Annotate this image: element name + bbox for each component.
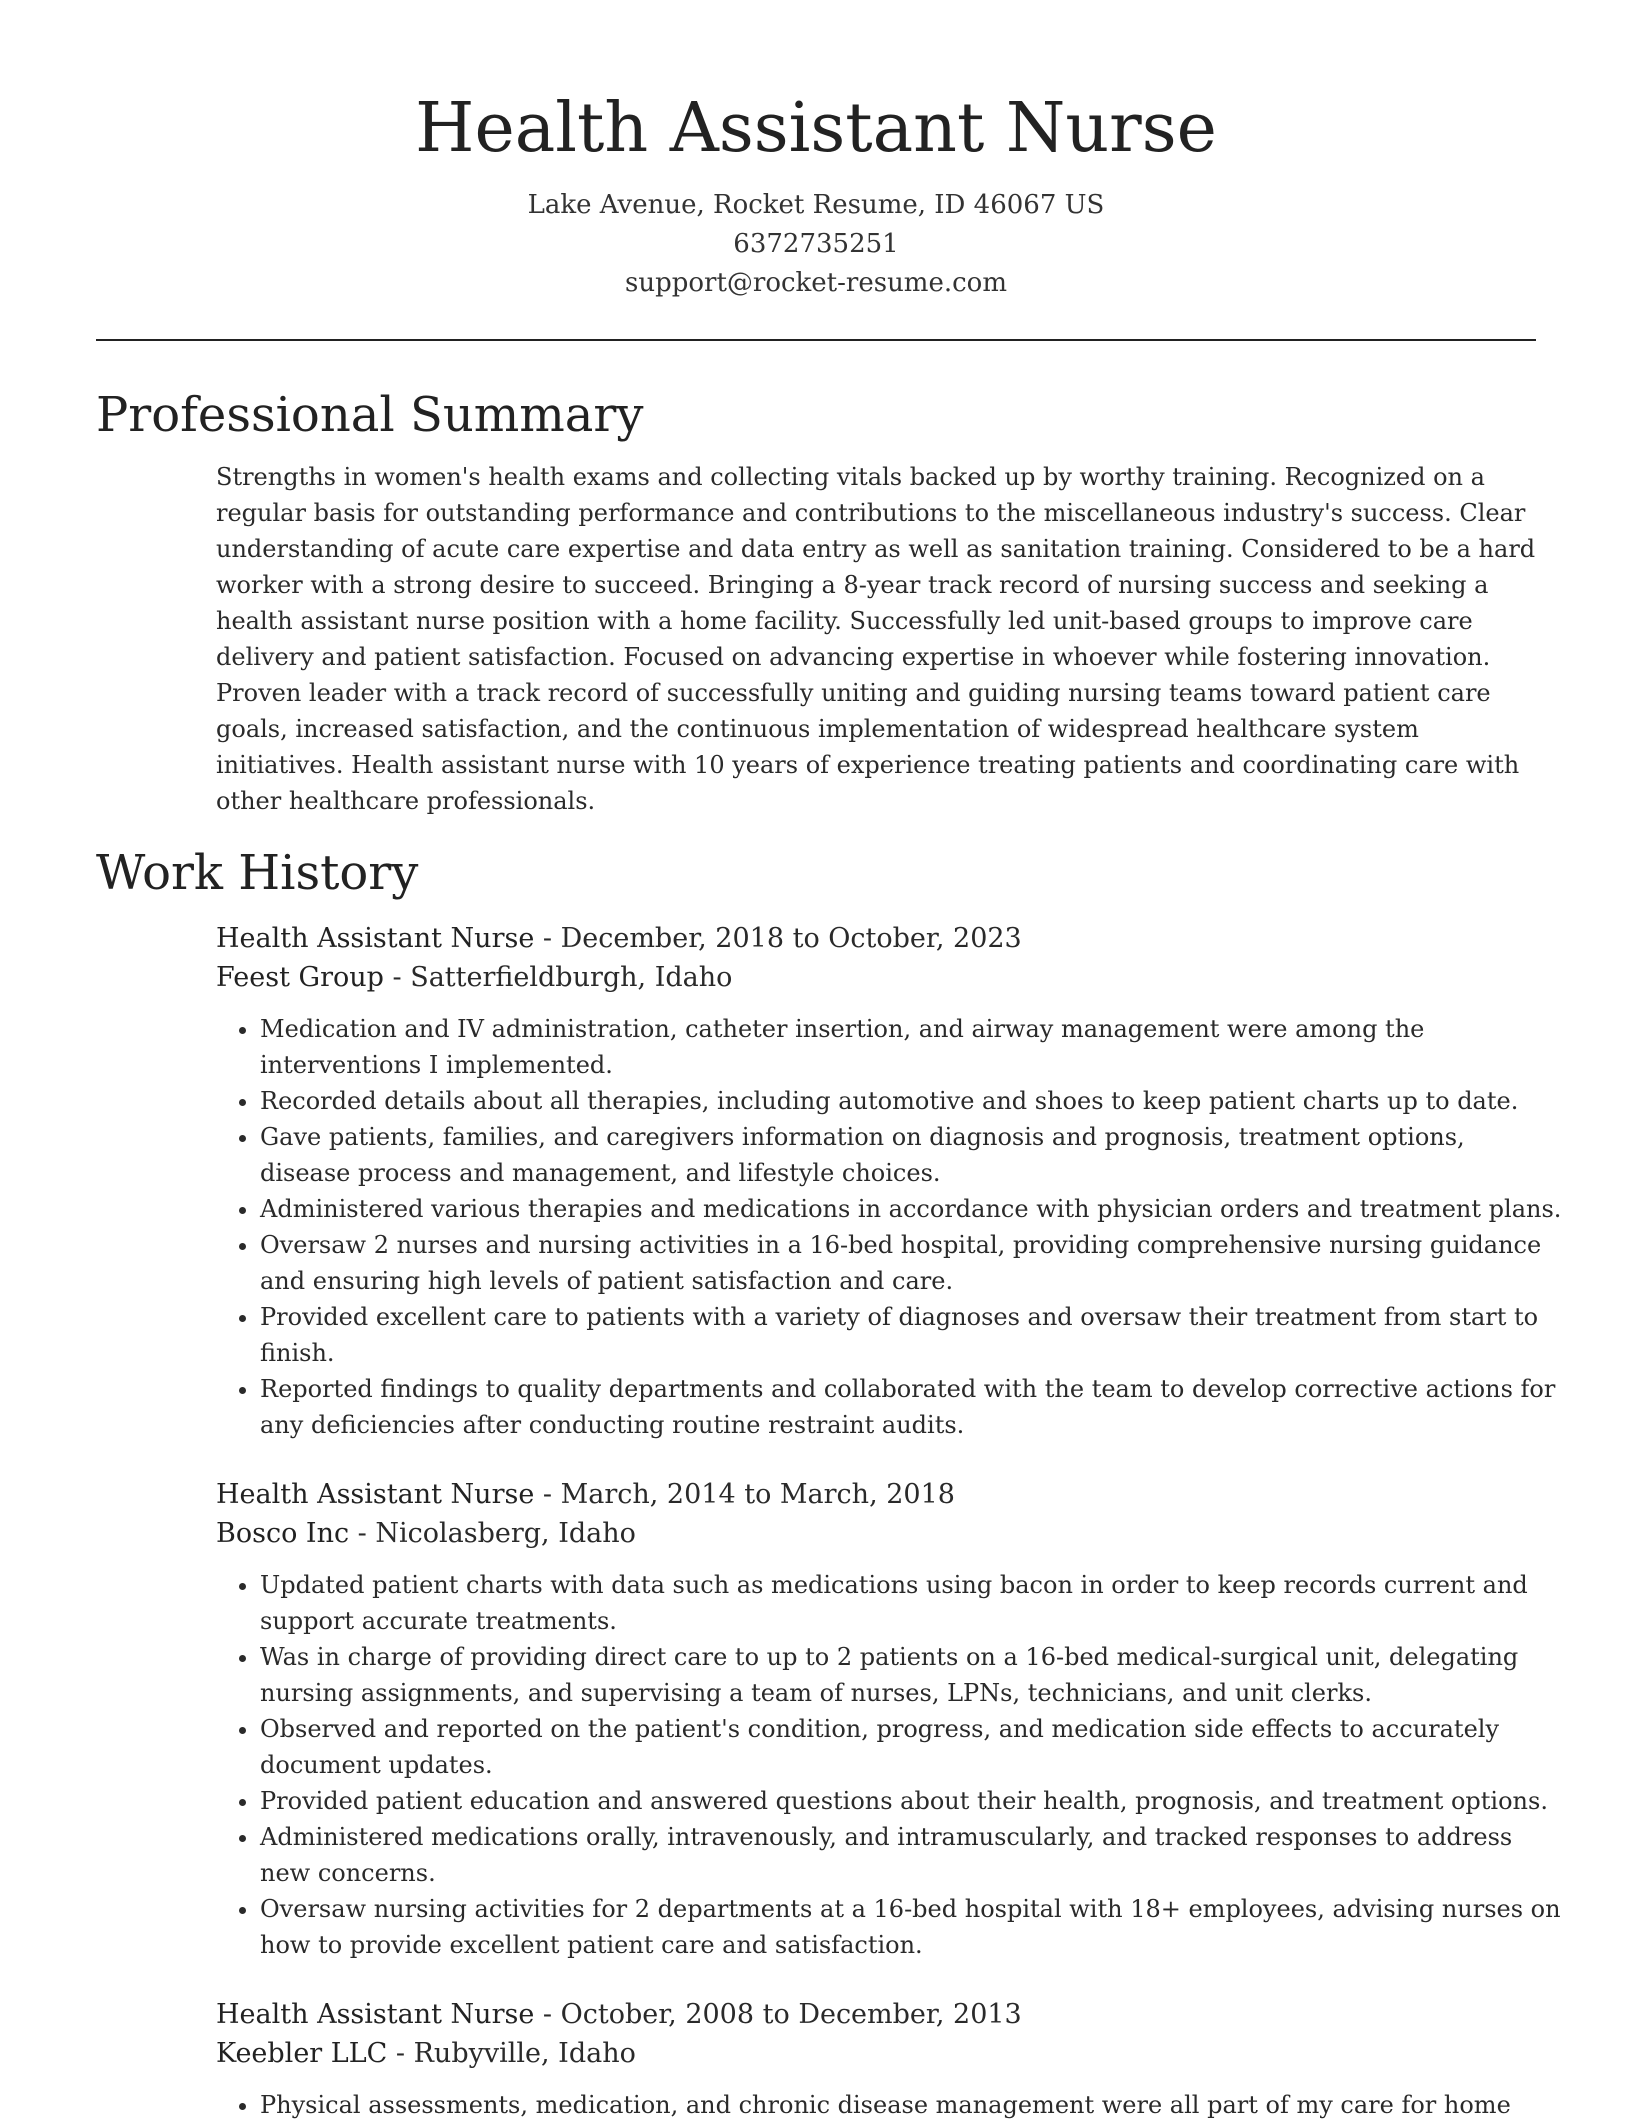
work-history-heading: Work History — [96, 845, 419, 901]
job-company: Bosco Inc — [216, 1518, 350, 1549]
job-bullet: • Updated patient charts with data such as medications using bacon in order to keep records current and support accurate treatments. — [260, 1567, 1562, 1639]
job-entry — [216, 919, 1562, 1443]
job-bullet: • Oversaw 2 nurses and nursing activities in a 16-bed hospital, providing comprehensive nursing guidance and ensuring high levels of patient satisfaction and care. — [260, 1227, 1562, 1299]
job-bullet: • Provided excellent care to patients with a variety of diagnoses and oversaw their treatment from start to finish. — [260, 1299, 1562, 1371]
header-divider — [96, 339, 1536, 341]
job-company-line — [216, 1514, 1562, 1553]
job-role: Health Assistant Nurse — [216, 1999, 535, 2030]
job-title-line — [216, 1995, 1562, 2034]
job-location: - Nicolasberg, Idaho — [349, 1518, 636, 1549]
job-bullet: • Observed and reported on the patient's condition, progress, and medication side effects to accurately document updates. — [260, 1711, 1562, 1783]
job-bullet: • Oversaw nursing activities for 2 departments at a 16-bed hospital with 18+ employees, advising nurses on how to provide excellent patient care and satisfaction. — [260, 1891, 1562, 1963]
job-bullet: • Reported findings to quality departments and collaborated with the team to develop corrective actions for any deficiencies after conducting routine restraint audits. — [260, 1371, 1562, 1443]
job-company-line — [216, 2034, 1562, 2073]
job-title-line — [216, 1475, 1562, 1514]
job-dates: - December, 2018 to October, 2023 — [534, 923, 1022, 954]
job-bullet: • Was in charge of providing direct care to up to 2 patients on a 16-bed medical-surgical unit, delegating nursing assignments, and supervising a team of nurses, LPNs, technicians, and unit clerks. — [260, 1639, 1562, 1711]
job-role: Health Assistant Nurse — [216, 923, 535, 954]
contact-email: support@rocket-resume.com — [624, 268, 1007, 298]
candidate-name: Health Assistant Nurse — [415, 89, 1217, 168]
job-role: Health Assistant Nurse — [216, 1479, 535, 1510]
job-bullet: • Provided patient education and answered questions about their health, prognosis, and treatment options. — [260, 1783, 1562, 1819]
job-company: Keebler LLC — [216, 2038, 388, 2069]
job-bullets — [216, 1567, 1562, 1963]
job-company-line — [216, 958, 1562, 997]
job-bullet: • Gave patients, families, and caregivers information on diagnosis and prognosis, treatment options, disease process and management, and lifestyle choices. — [260, 1119, 1562, 1191]
job-bullet: • Medication and IV administration, catheter insertion, and airway management were among the interventions I implemented. — [260, 1011, 1562, 1083]
job-bullet: • Recorded details about all therapies, including automotive and shoes to keep patient charts up to date. — [260, 1083, 1562, 1119]
job-title-line — [216, 919, 1562, 958]
job-bullet: • Administered various therapies and medications in accordance with physician orders and treatment plans. — [260, 1191, 1562, 1227]
job-location: - Satterfieldburgh, Idaho — [383, 962, 733, 993]
job-company: Feest Group — [216, 962, 384, 993]
job-bullets — [216, 2087, 1562, 2123]
contact-address: Lake Avenue, Rocket Resume, ID 46067 US — [527, 190, 1105, 220]
job-bullet: • Physical assessments, medication, and chronic disease management were all part of my care for home — [260, 2087, 1562, 2123]
job-dates: - March, 2014 to March, 2018 — [534, 1479, 955, 1510]
job-entry — [216, 1475, 1562, 1963]
summary-heading: Professional Summary — [96, 387, 644, 443]
job-bullet: • Administered medications orally, intravenously, and intramuscularly, and tracked responses to address new concerns. — [260, 1819, 1562, 1891]
contact-phone: 6372735251 — [733, 229, 899, 259]
job-location: - Rubyville, Idaho — [387, 2038, 636, 2069]
job-entry — [216, 1995, 1562, 2123]
summary-text: Strengths in women's health exams and collecting vitals backed up by worthy training. Recognized on a regular basis for outstanding performance and contributions to the miscellaneous industry's success. Clear understanding of acute care expertise and data entry as well as sanitation training. Considered to be a hard worker with a strong desire to succeed. Bringing a 8-year track record of nursing success and seeking a health assistant nurse position with a home facility. Successfully led unit-based groups to improve care delivery and patient satisfaction. Focused on advancing expertise in whoever while fostering innovation. Proven leader with a track record of successfully uniting and guiding nursing teams toward patient care goals, increased satisfaction, and the continuous implementation of widespread healthcare system initiatives. Health assistant nurse with 10 years of experience treating patients and coordinating care with other healthcare professionals. — [216, 463, 1536, 815]
job-bullets — [216, 1011, 1562, 1443]
contact-block — [0, 186, 1632, 303]
resume-header — [0, 0, 1632, 303]
job-dates: - October, 2008 to December, 2013 — [534, 1999, 1022, 2030]
